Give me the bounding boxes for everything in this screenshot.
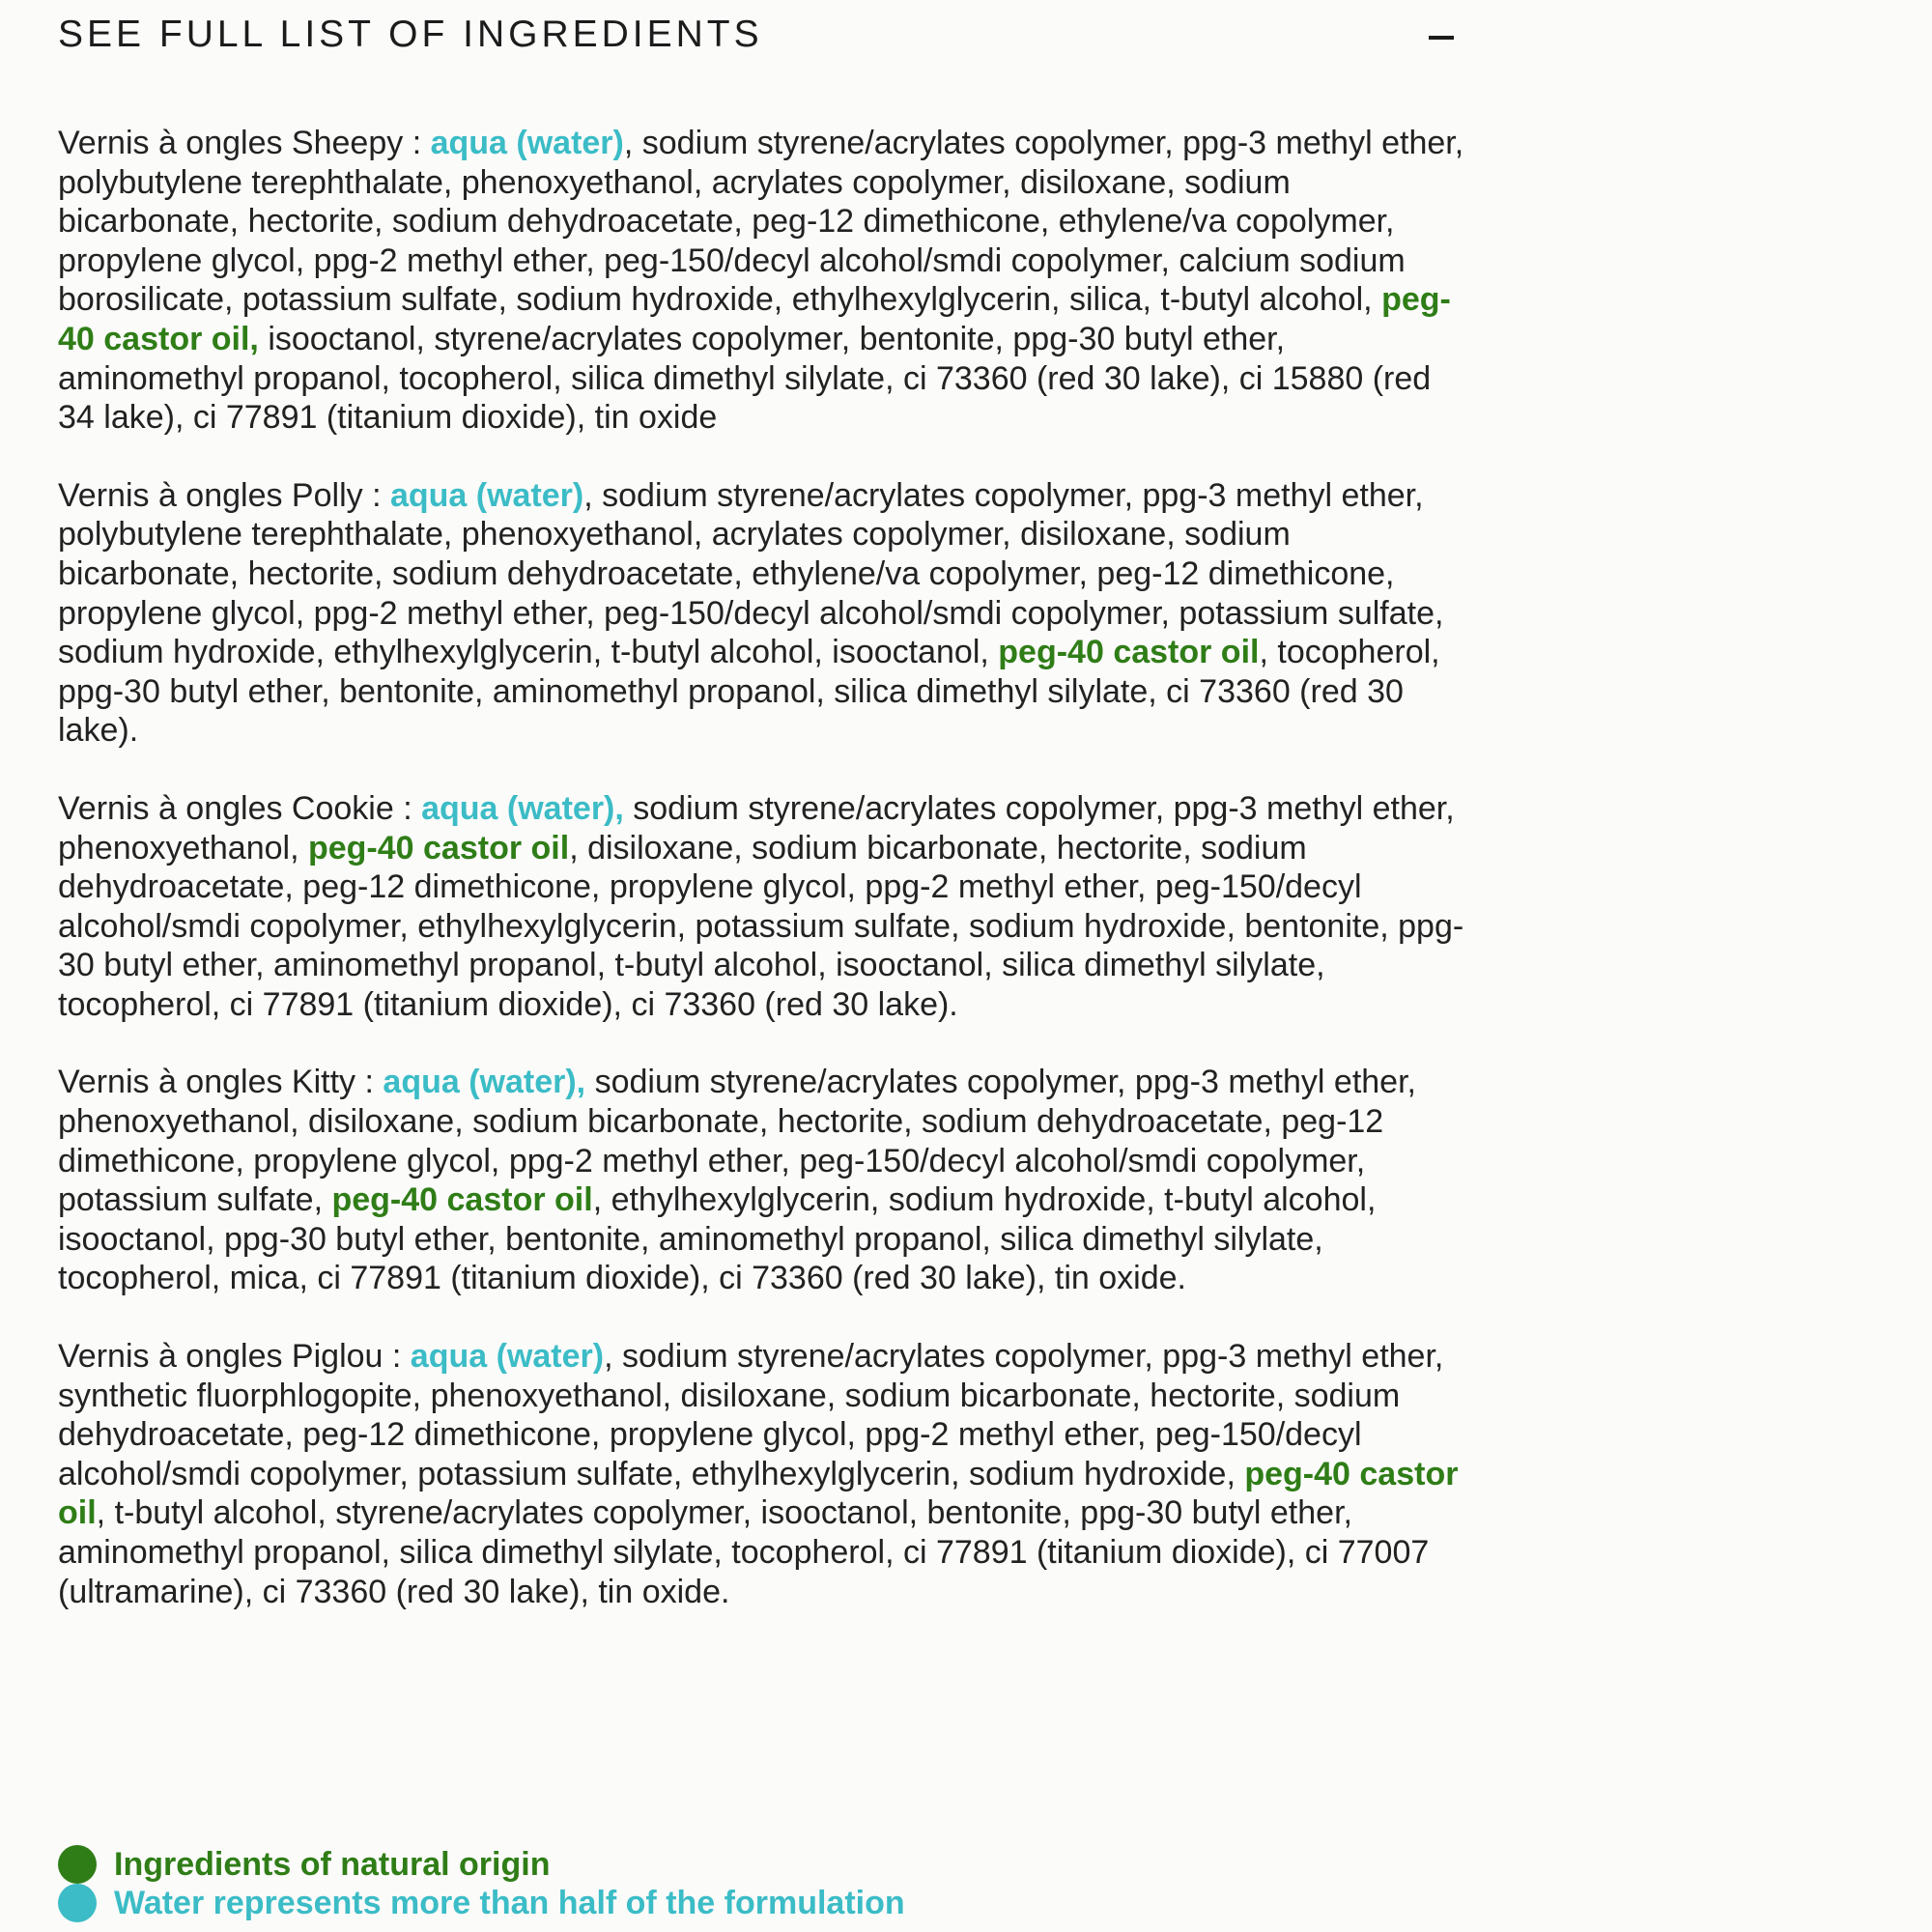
collapse-icon[interactable] bbox=[1428, 15, 1455, 54]
product-ingredients-sheepy bbox=[58, 124, 1468, 438]
product-name: Vernis à ongles Kitty : bbox=[58, 1064, 384, 1101]
water-ingredient: aqua (water) bbox=[430, 125, 624, 161]
ingredient-text: , sodium styrene/acrylates copolymer, ppg-3 methyl ether, polybutylene terephthalate, phenoxyethanol, acrylates copolymer, disiloxane, sodium bicarbonate, hectorite, sodium dehydroacetate, ethylene/va copolymer, peg-12 dimethicone, propylene glycol, ppg-2 methyl ether, peg-150/decyl alcohol/smdi copolymer, potassium sulfate, sodium hydroxide, ethylhexylglycerin, t-butyl alcohol, isooctanol, bbox=[58, 476, 1444, 671]
natural-ingredient: peg-40 castor oil bbox=[331, 1181, 593, 1219]
water-ingredient: aqua (water), bbox=[383, 1064, 586, 1101]
ingredient-text: , sodium styrene/acrylates copolymer, ppg-3 methyl ether, synthetic fluorphlogopite, phenoxyethanol, disiloxane, sodium bicarbonate, hectorite, sodium dehydroacetate, peg-12 dimethicone, propylene glycol, ppg-2 methyl ether, peg-150/decyl alcohol/smdi copolymer, potassium sulfate, ethylhexylglycerin, sodium hydroxide, bbox=[58, 1338, 1444, 1492]
teal-dot-icon bbox=[58, 1884, 97, 1922]
ingredient-text: , ethylhexylglycerin, sodium hydroxide, t-butyl alcohol, isooctanol, ppg-30 butyl ether, bentonite, aminomethyl propanol, silica dimethyl silylate, tocopherol, mica, ci 77891 (titanium dioxide), ci 73360 (red 30 lake), tin oxide. bbox=[58, 1181, 1377, 1297]
natural-ingredient: peg-40 castor oil bbox=[998, 634, 1260, 671]
product-name: Vernis à ongles Sheepy : bbox=[58, 125, 431, 161]
ingredients-accordion-header[interactable] bbox=[58, 8, 1455, 62]
legend bbox=[58, 1845, 905, 1922]
ingredient-text: sodium styrene/acrylates copolymer, ppg-3 methyl ether, phenoxyethanol, disiloxane, sodium bicarbonate, hectorite, sodium dehydroacetate, peg-12 dimethicone, propylene glycol, ppg-2 methyl ether, peg-150/decyl alcohol/smdi copolymer, potassium sulfate, bbox=[58, 1064, 1416, 1219]
product-ingredients-kitty bbox=[58, 1063, 1468, 1298]
natural-ingredient: peg-40 castor oil bbox=[58, 1455, 1459, 1532]
minus-icon bbox=[1429, 36, 1454, 40]
legend-item-water bbox=[58, 1884, 905, 1922]
ingredient-text: , sodium styrene/acrylates copolymer, ppg-3 methyl ether, polybutylene terephthalate, phenoxyethanol, acrylates copolymer, disiloxane, sodium bicarbonate, hectorite, sodium dehydroacetate, peg-12 dimethicone, ethylene/va copolymer, propylene glycol, ppg-2 methyl ether, peg-150/decyl alcohol/smdi copolymer, calcium sodium borosilicate, potassium sulfate, sodium hydroxide, ethylhexylglycerin, silica, t-butyl alcohol, bbox=[58, 125, 1464, 319]
product-name: Vernis à ongles Polly : bbox=[58, 476, 390, 514]
section-title: SEE FULL LIST OF INGREDIENTS bbox=[58, 14, 763, 55]
product-ingredients-piglou bbox=[58, 1337, 1468, 1611]
ingredient-text: , disiloxane, sodium bicarbonate, hectorite, sodium dehydroacetate, peg-12 dimethicone, propylene glycol, ppg-2 methyl ether, peg-150/decyl alcohol/smdi copolymer, ethylhexylglycerin, potassium sulfate, sodium hydroxide, bentonite, ppg-30 butyl ether, aminomethyl propanol, t-butyl alcohol, isooctanol, silica dimethyl silylate, tocopherol, ci 77891 (titanium dioxide), ci 73360 (red 30 lake). bbox=[58, 829, 1464, 1023]
ingredient-text: , tocopherol, ppg-30 butyl ether, bentonite, aminomethyl propanol, silica dimethyl silylate, ci 73360 (red 30 lake). bbox=[58, 634, 1440, 750]
ingredient-text: , t-butyl alcohol, styrene/acrylates copolymer, isooctanol, bentonite, ppg-30 butyl ether, aminomethyl propanol, silica dimethyl silylate, tocopherol, ci 77891 (titanium dioxide), ci 77007 (ultramarine), ci 73360 (red 30 lake), tin oxide. bbox=[58, 1494, 1430, 1610]
natural-ingredient: peg-40 castor oil bbox=[307, 829, 570, 867]
natural-ingredient: peg-40 castor oil, bbox=[58, 281, 1451, 357]
water-ingredient: aqua (water), bbox=[421, 789, 624, 827]
product-ingredients-polly bbox=[58, 476, 1468, 751]
product-name: Vernis à ongles Cookie : bbox=[58, 789, 422, 827]
product-ingredients-cookie bbox=[58, 789, 1468, 1025]
ingredient-text: isooctanol, styrene/acrylates copolymer, bentonite, ppg-30 butyl ether, aminomethyl propanol, tocopherol, silica dimethyl silylate, ci 73360 (red 30 lake), ci 15880 (red 34 lake), ci 77891 (titanium dioxide), tin oxide bbox=[58, 320, 1432, 437]
legend-label: Water represents more than half of the formulation bbox=[114, 1885, 905, 1921]
legend-item-natural bbox=[58, 1845, 905, 1884]
green-dot-icon bbox=[58, 1845, 97, 1884]
ingredients-list bbox=[58, 124, 1468, 1650]
legend-label: Ingredients of natural origin bbox=[114, 1846, 551, 1883]
product-name: Vernis à ongles Piglou : bbox=[58, 1338, 411, 1376]
water-ingredient: aqua (water) bbox=[389, 476, 584, 514]
ingredient-text: sodium styrene/acrylates copolymer, ppg-3 methyl ether, phenoxyethanol, bbox=[58, 789, 1455, 867]
water-ingredient: aqua (water) bbox=[410, 1338, 605, 1376]
